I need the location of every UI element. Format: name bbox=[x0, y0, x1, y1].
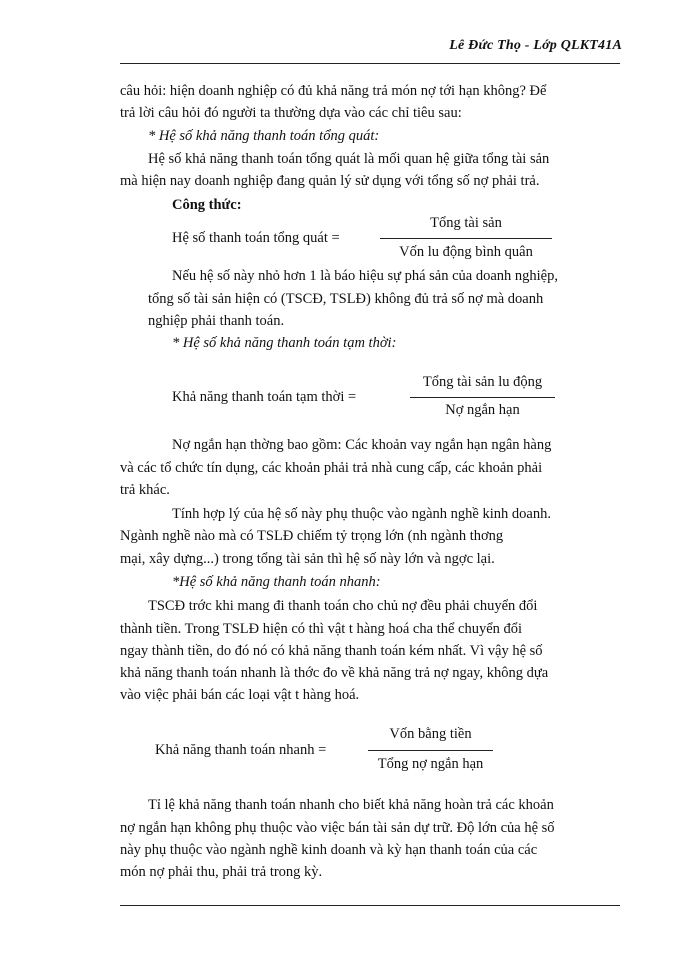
formula-label: Khả năng thanh toán tạm thời = bbox=[172, 389, 357, 405]
paragraph-line: nợ ngắn hạn không phụ thuộc vào việc bán tài sản dự trữ. Độ lớn của hệ số bbox=[120, 820, 555, 836]
paragraph-line: ngay thành tiền, do đó nó có khả năng thanh toán kém nhất. Vì vậy hệ số bbox=[120, 643, 543, 659]
paragraph-line: mà hiện nay doanh nghiệp đang quản lý sử dụng với tổng số nợ phải trả. bbox=[120, 173, 540, 189]
paragraph-line: Tính hợp lý của hệ số này phụ thuộc vào ngành nghề kinh doanh. bbox=[172, 506, 551, 522]
paragraph-line: TSCĐ trớc khi mang đi thanh toán cho chủ nợ đều phải chuyển đổi bbox=[148, 598, 538, 614]
formula-denominator: Tổng nợ ngắn hạn bbox=[377, 756, 484, 772]
formula-label: Khả năng thanh toán nhanh = bbox=[155, 742, 327, 758]
paragraph-line: trả lời câu hỏi đó người ta thường dựa vào các chỉ tiêu sau: bbox=[120, 105, 462, 121]
paragraph-line: câu hỏi: hiện doanh nghiệp có đủ khả năng trả món nợ tới hạn không? Để bbox=[120, 83, 547, 99]
formula-numerator: Tổng tài sản lu động bbox=[422, 374, 543, 390]
paragraph-line: Ngành nghề nào mà có TSLĐ chiếm tỷ trọng lớn (nh ngành thơng bbox=[120, 528, 504, 544]
fraction-bar bbox=[410, 397, 555, 398]
header-rule bbox=[120, 63, 620, 64]
formula-heading: Công thức: bbox=[172, 197, 242, 213]
fraction-bar bbox=[380, 238, 552, 239]
paragraph-line: nghiệp phải thanh toán. bbox=[148, 313, 285, 329]
formula-numerator: Tổng tài sản bbox=[430, 215, 502, 231]
paragraph-line: trả khác. bbox=[120, 482, 170, 498]
paragraph-line: Nếu hệ số này nhỏ hơn 1 là báo hiệu sự phá sản của doanh nghiệp, bbox=[172, 268, 558, 284]
section-heading: *Hệ số khả năng thanh toán nhanh: bbox=[172, 574, 381, 590]
paragraph-line: và các tổ chức tín dụng, các khoản phải trả nhà cung cấp, các khoản phải bbox=[120, 460, 543, 476]
paragraph-line: Tỉ lệ khả năng thanh toán nhanh cho biết khả năng hoàn trả các khoản bbox=[148, 797, 554, 813]
paragraph-line: mại, xây dựng...) trong tổng tài sản thì hệ số này lớn và ngợc lại. bbox=[120, 551, 495, 567]
paragraph-line: món nợ phải thu, phải trả trong kỳ. bbox=[120, 864, 323, 880]
paragraph-line: thành tiền. Trong TSLĐ hiện có thì vật t hàng hoá cha thể chuyển đổi bbox=[120, 621, 523, 637]
formula-numerator: Vốn bằng tiền bbox=[389, 726, 472, 742]
footer-rule bbox=[120, 905, 620, 906]
paragraph-line: khả năng thanh toán nhanh là thớc đo về khả năng trả nợ ngay, không dựa bbox=[120, 665, 549, 681]
formula-denominator: Nợ ngắn hạn bbox=[445, 402, 520, 418]
paragraph-line: tổng số tài sản hiện có (TSCĐ, TSLĐ) không đủ trả số nợ mà doanh bbox=[148, 291, 544, 307]
paragraph-line: này phụ thuộc vào ngành nghề kinh doanh và kỳ hạn thanh toán của các bbox=[120, 842, 538, 858]
section-heading: * Hệ số khả năng thanh toán tạm thời: bbox=[172, 335, 397, 351]
paragraph-line: Hệ số khả năng thanh toán tổng quát là mối quan hệ giữa tổng tài sản bbox=[148, 151, 550, 167]
paragraph-line: Nợ ngắn hạn thờng bao gồm: Các khoản vay ngắn hạn ngân hàng bbox=[172, 437, 552, 453]
paragraph-line: vào việc phải bán các loại vật t hàng hoá. bbox=[120, 687, 360, 703]
section-heading: * Hệ số khả năng thanh toán tổng quát: bbox=[148, 128, 380, 144]
fraction-bar bbox=[368, 750, 493, 751]
formula-denominator: Vốn lu động bình quân bbox=[399, 244, 533, 260]
page-header: Lê Đức Thọ - Lớp QLKT41A bbox=[449, 38, 622, 53]
formula-label: Hệ số thanh toán tổng quát = bbox=[172, 230, 340, 246]
